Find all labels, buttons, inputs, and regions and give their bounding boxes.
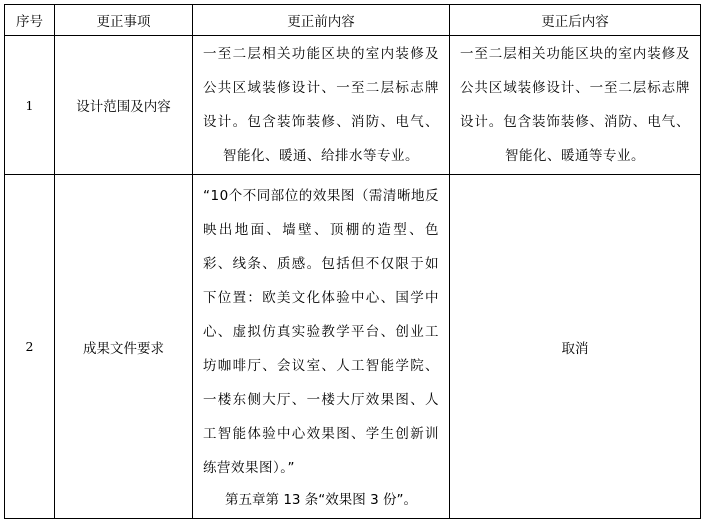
amendment-table (4, 4, 701, 519)
row-after-text: 一至二层相关功能区块的室内装修及公共区域装修设计、一至二层标志牌设计。包含装饰装修、消防、电气、智能化、暖通等专业。 (460, 46, 690, 164)
row-before-text: “10个不同部位的效果图（需清晰地反映出地面、墙壁、顶棚的造型、色彩、线条、质感。包括但不仅限于如下位置：欧美文化体验中心、国学中心、虚拟仿真实验教学平台、创业工坊咖啡厅、会议室、人工智能学院、一楼东侧大厅、一楼大厅效果图、人工智能体验中心效果图、学生创新训练营效果图）。” (203, 187, 439, 476)
row-item: 设计范围及内容 (55, 36, 193, 175)
header-item: 更正事项 (55, 5, 193, 36)
header-after: 更正后内容 (450, 5, 701, 36)
header-before: 更正前内容 (193, 5, 450, 36)
row-number: 1 (5, 36, 55, 175)
table-row (5, 36, 701, 175)
row-after-cell (450, 36, 701, 175)
header-row (5, 5, 701, 36)
row-number: 2 (5, 175, 55, 519)
row-before-cell (193, 175, 450, 519)
row-item: 成果文件要求 (55, 175, 193, 519)
table-row (5, 175, 701, 519)
row-after-text: 取消 (450, 175, 701, 519)
row-before-cell (193, 36, 450, 175)
header-no: 序号 (5, 5, 55, 36)
row-before-text: 一至二层相关功能区块的室内装修及公共区域装修设计、一至二层标志牌设计。包含装饰装修、消防、电气、智能化、暖通、给排水等专业。 (203, 46, 439, 164)
row-before-note: 第五章第 13 条“效果图 3 份”。 (225, 491, 417, 508)
